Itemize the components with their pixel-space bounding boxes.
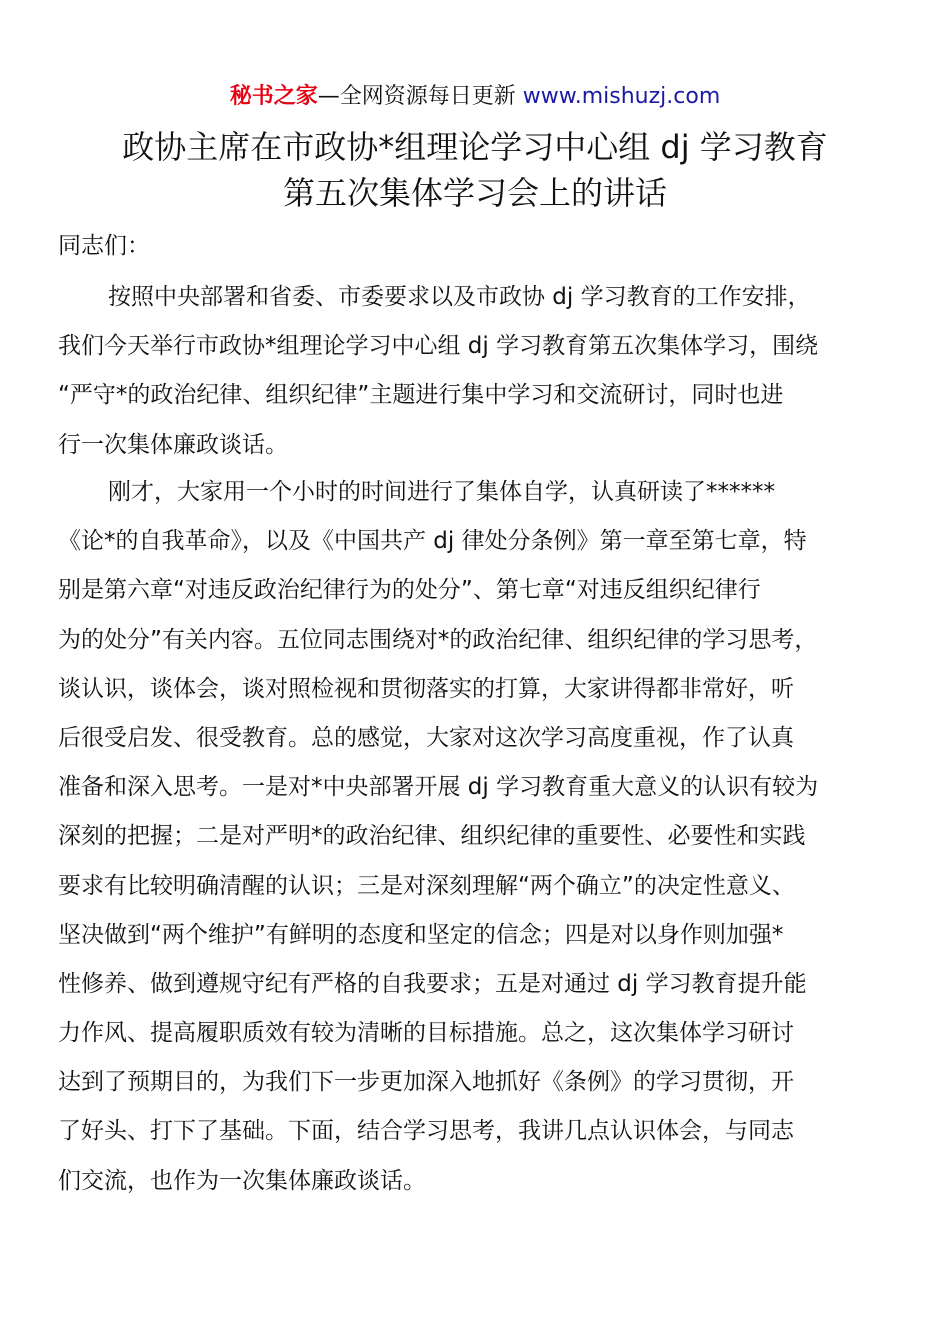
title-line-2: 第五次集体学习会上的讲话 [282,174,667,212]
paragraph-line: 们交流，也作为一次集体廉政谈话。 [58,1167,426,1194]
paragraph-line: 刚才，大家用一个小时的时间进行了集体自学，认真研读了****** [108,479,775,505]
paragraph-line: 谈认识，谈体会，谈对照检视和贯彻落实的打算，大家讲得都非常好，听 [58,675,794,702]
paragraph-line: 为的处分”有关内容。五位同志围绕对*的政治纪律、组织纪律的学习思考， [58,626,818,653]
paragraph-line: 性修养、做到遵规守纪有严格的自我要求；五是对通过 dj 学习教育提升能 [58,970,807,997]
title-line-1: 政协主席在市政协*组理论学习中心组 dj 学习教育 [122,128,828,166]
paragraph-1 [58,280,898,477]
brand-name: 秘书之家 [229,84,318,109]
paragraph-line: 别是第六章“对违反政治纪律行为的处分”、第七章“对违反组织纪律行 [58,577,761,604]
document-title [40,124,910,216]
paragraph-line: 了好头、打下了基础。下面，结合学习思考，我讲几点认识体会，与同志 [58,1118,794,1145]
paragraph-line: 按照中央部署和省委、市委要求以及市政协 dj 学习教育的工作安排， [108,284,811,310]
paragraph-line: 行一次集体廉政谈话。 [58,431,288,458]
paragraph-line: 达到了预期目的，为我们下一步更加深入地抓好《条例》的学习贯彻，开 [58,1069,794,1096]
paragraph-line: 《论*的自我革命》，以及《中国共产 dj 律处分条例》第一章至第七章，特 [58,528,807,555]
salutation: 同志们： [58,233,150,259]
paragraph-line: 准备和深入思考。一是对*中央部署开展 dj 学习教育重大意义的认识有较为 [58,774,819,801]
paragraph-line: 力作风、提高履职质效有较为清晰的目标措施。总之，这次集体学习研讨 [58,1020,794,1047]
paragraph-line: 坚决做到“两个维护”有鲜明的态度和坚定的信念；四是对以身作则加强* [58,921,784,948]
paragraph-line: 深刻的把握；二是对严明*的政治纪律、组织纪律的重要性、必要性和实践 [58,823,806,850]
paragraph-2 [58,475,898,1213]
paragraph-line: 后很受启发、很受教育。总的感觉，大家对这次学习高度重视，作了认真 [58,724,794,751]
paragraph-line: 我们今天举行市政协*组理论学习中心组 dj 学习教育第五次集体学习，围绕 [58,333,819,360]
site-header [0,82,950,112]
site-url-link[interactable]: www.mishuzj.com [522,84,721,109]
header-tagline: —全网资源每日更新 [317,84,523,109]
paragraph-line: “严守*的政治纪律、组织纪律”主题进行集中学习和交流研讨，同时也进 [58,382,784,409]
paragraph-line: 要求有比较明确清醒的认识；三是对深刻理解“两个确立”的决定性意义、 [58,872,795,899]
